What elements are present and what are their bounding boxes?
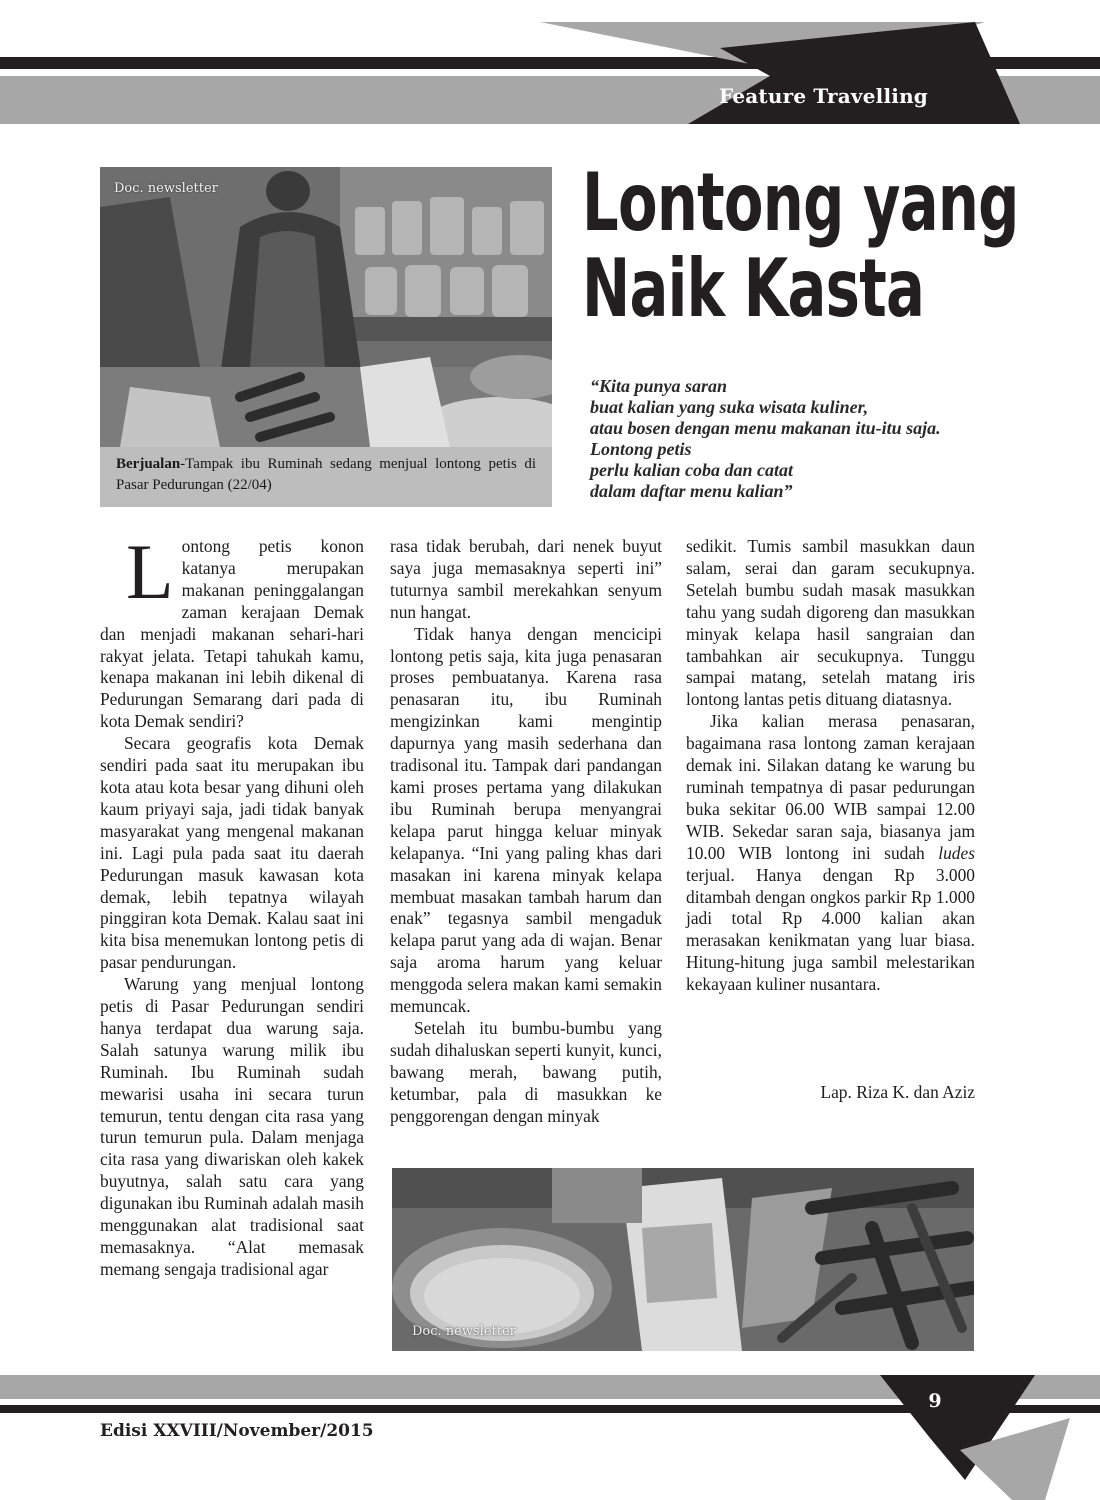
paragraph: Secara geografis kota Demak sendiri pada saat itu merupakan ibu kota atau kota besar yang dihuni oleh kaum priyayi saja, jadi tidak banyak masyarakat yang mengenal makanan ini. Lagi pula pada saat itu daerah Pedurungan masuk kawasan kota demak, lebih tepatnya wilayah pinggiran kota Demak. Kalau saat ini kita bisa menemukan lontong petis di pasar pendurungan. — [100, 733, 364, 973]
title-line-1: Lontong yang — [582, 156, 1019, 249]
paragraph: Tidak hanya dengan mencicipi lontong petis saja, kita juga penasaran proses pembuatanya. Karena rasa penasaran itu, ibu Ruminah mengizinkan kami mengintip dapurnya yang masih sederhana dan tradisonal itu. Tampak dari pandangan kami proses pertama yang dilakukan ibu Ruminah berupa menyangrai kelapa parut hingga keluar minyak kelapanya. “Ini yang paling khas dari masakan ini karena minyak kelapa membuat masakan tambah harum dan enak” tegasnya sambil mengaduk kelapa parut yang ada di wajan. Benar saja aroma harum yang keluar menggoda selera makan kami semakin memuncak. — [390, 623, 662, 1017]
article-title — [582, 156, 1019, 335]
body-column-1 — [100, 528, 364, 1281]
kitchen-photo — [392, 1168, 974, 1351]
pull-quote — [590, 376, 990, 502]
quote-line: dalam daftar menu kalian” — [590, 481, 793, 501]
paragraph: Setelah itu bumbu-bumbu yang sudah dihaluskan seperti kunyit, kunci, bawang merah, bawang putih, ketumbar, pala di masukkan ke penggorengan dengan minyak — [390, 1017, 662, 1126]
emphasis-text: ludes — [938, 842, 975, 863]
header-decoration — [0, 0, 1100, 130]
quote-line: atau bosen dengan menu makanan itu-itu saja. — [590, 418, 941, 438]
paragraph-text: ontong petis konon katanya merupakan makanan peninggalangan zaman kerajaan Demak dan menjadi makanan sehari-hari rakyat jelata. Tetapi tahukah kamu, kenapa makanan ini lebih dikenal di Pedurungan Semarang dari pada di kota Demak sendiri? — [100, 536, 364, 732]
paragraph — [100, 528, 364, 733]
paragraph: rasa tidak berubah, dari nenek buyut saya juga memasaknya seperti ini” tuturnya sambil merekahkan senyum nun hangat. — [390, 536, 662, 622]
photo-caption — [116, 454, 536, 496]
paragraph-text: terjual. Hanya dengan Rp 3.000 ditambah dengan ongkos parkir Rp 1.000 jadi total Rp 4.000 kalian akan merasakan kenikmatan yang luar biasa. Hitung-hitung juga sambil melestarikan kekayaan kuliner nusantara. — [686, 864, 975, 995]
body-column-3 — [686, 536, 975, 996]
quote-line: buat kalian yang suka wisata kuliner, — [590, 397, 869, 417]
title-line-2: Naik Kasta — [582, 242, 925, 335]
paragraph — [686, 711, 975, 996]
quote-line: perlu kalian coba dan catat — [590, 460, 794, 480]
caption-bold: Berjualan — [116, 456, 181, 472]
quote-line: Lontong petis — [590, 439, 692, 459]
edition-label: Edisi XXVIII/November/2015 — [100, 1421, 374, 1441]
caption-text: -Tampak ibu Ruminah sedang menjual lontong petis di Pasar Pedurungan (22/04) — [116, 456, 536, 493]
paragraph: sedikit. Tumis sambil masukkan daun salam, serai dan garam secukupnya. Setelah bumbu sudah masak masukkan tahu yang sudah digoreng dan masukkan minyak kelapa hasil sangraian dan tambahkan air secukupnya. Tunggu sampai matang, setelah matang iris lontong lantas petis dituang diatasnya. — [686, 536, 975, 710]
drop-cap: L — [126, 528, 174, 615]
page-number: 9 — [928, 1390, 942, 1412]
photo-credit: Doc. newsletter — [114, 181, 218, 196]
section-label: Feature Travelling — [719, 84, 928, 108]
photo-credit: Doc. newsletter — [412, 1324, 516, 1339]
paragraph: Warung yang menjual lontong petis di Pasar Pedurungan sendiri hanya terdapat dua warung saja. Salah satunya warung milik ibu Ruminah. Ibu Ruminah sudah mewarisi usaha ini secara turun temurun, tentu dengan cita rasa yang turun temurun pula. Dalam menjaga cita rasa yang diwariskan oleh kakek buyutnya, salah satu cara yang digunakan ibu Ruminah adalah masih menggunakan alat tradisional saat memasaknya. “Alat memasak memang sengaja tradisional agar — [100, 974, 364, 1279]
author-signature: Lap. Riza K. dan Aziz — [820, 1082, 975, 1102]
quote-line: “Kita punya saran — [590, 376, 728, 396]
market-photo — [100, 167, 552, 447]
paragraph-text: Jika kalian merasa penasaran, bagaimana rasa lontong zaman kerajaan demak ini. Silakan datang ke warung bu ruminah tempatnya di pasar pedurungan buka sekitar 06.00 WIB sampai 12.00 WIB. Sekedar saran saja, biasanya jam 10.00 WIB lontong ini sudah — [686, 711, 975, 863]
body-column-2 — [390, 536, 662, 1127]
